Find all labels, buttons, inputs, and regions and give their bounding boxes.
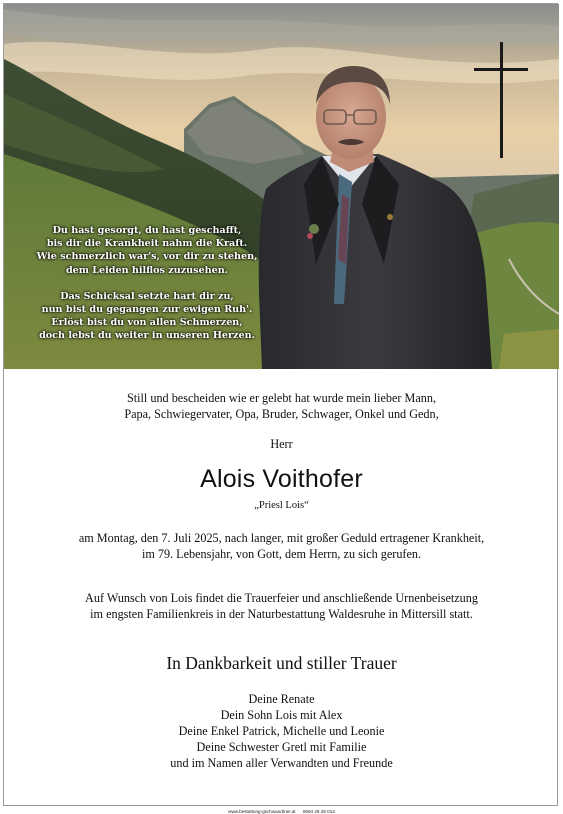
poem-stanza xyxy=(12,290,282,343)
deceased-nickname: „Priesl Lois“ xyxy=(254,500,309,511)
deceased-name: Alois Voithofer xyxy=(200,465,363,493)
mourner-line: Deine Schwester Gretl mit Familie xyxy=(196,740,367,754)
mourner-line: Dein Sohn Lois mit Alex xyxy=(220,708,343,722)
death-notice-line: im 79. Lebensjahr, von Gott, dem Herrn, zu sich gerufen. xyxy=(141,547,422,561)
intro-text xyxy=(4,390,559,422)
memorial-poem xyxy=(12,224,282,356)
footer-website: www.bestattung-gschwandtner.at xyxy=(228,809,296,814)
poem-line: Wie schmerzlich war's, vor dir zu stehen, xyxy=(36,251,258,263)
ceremony-notice xyxy=(4,590,559,622)
intro-line: Still und bescheiden wie er gelebt hat wurde mein lieber Mann, xyxy=(127,391,436,405)
poem-line: Du hast gesorgt, du hast geschafft, xyxy=(52,225,242,236)
poem-line: Erlöst bist du von allen Schmerzen, xyxy=(51,317,243,329)
mourner-line: und im Namen aller Verwandten und Freunde xyxy=(170,756,393,770)
poem-stanza xyxy=(12,224,282,277)
mourner-line: Deine Renate xyxy=(248,692,315,706)
poem-line: dem Leiden hilflos zuzusehen. xyxy=(65,264,229,276)
death-notice xyxy=(4,530,559,562)
obituary-card xyxy=(3,3,558,806)
footer-phone: 0664 28 28 013 xyxy=(302,809,335,814)
poem-line: doch lebst du weiter in unseren Herzen. xyxy=(39,330,255,342)
salutation: Herr xyxy=(270,437,293,451)
poem-line: nun bist du gegangen zur ewigen Ruh'. xyxy=(41,304,253,316)
mourner-line: Deine Enkel Patrick, Michelle und Leonie xyxy=(178,724,385,738)
ceremony-line: im engsten Familienkreis in der Naturbestattung Waldesruhe in Mittersill statt. xyxy=(90,607,473,621)
ceremony-line: Auf Wunsch von Lois findet die Trauerfeier und anschließende Urnenbeisetzung xyxy=(85,591,478,605)
death-notice-line: am Montag, den 7. Juli 2025, nach langer, mit großer Geduld ertragener Krankheit, xyxy=(78,531,485,545)
mourners-list xyxy=(4,691,559,771)
intro-line: Papa, Schwiegervater, Opa, Bruder, Schwager, Onkel und Gedn, xyxy=(124,407,439,421)
poem-line: Das Schicksal setzte hart dir zu, xyxy=(60,290,234,302)
footer xyxy=(0,809,563,814)
closing-heading: In Dankbarkeit und stiller Trauer xyxy=(166,653,397,673)
poem-line: bis dir die Krankheit nahm die Kraft. xyxy=(46,238,248,250)
